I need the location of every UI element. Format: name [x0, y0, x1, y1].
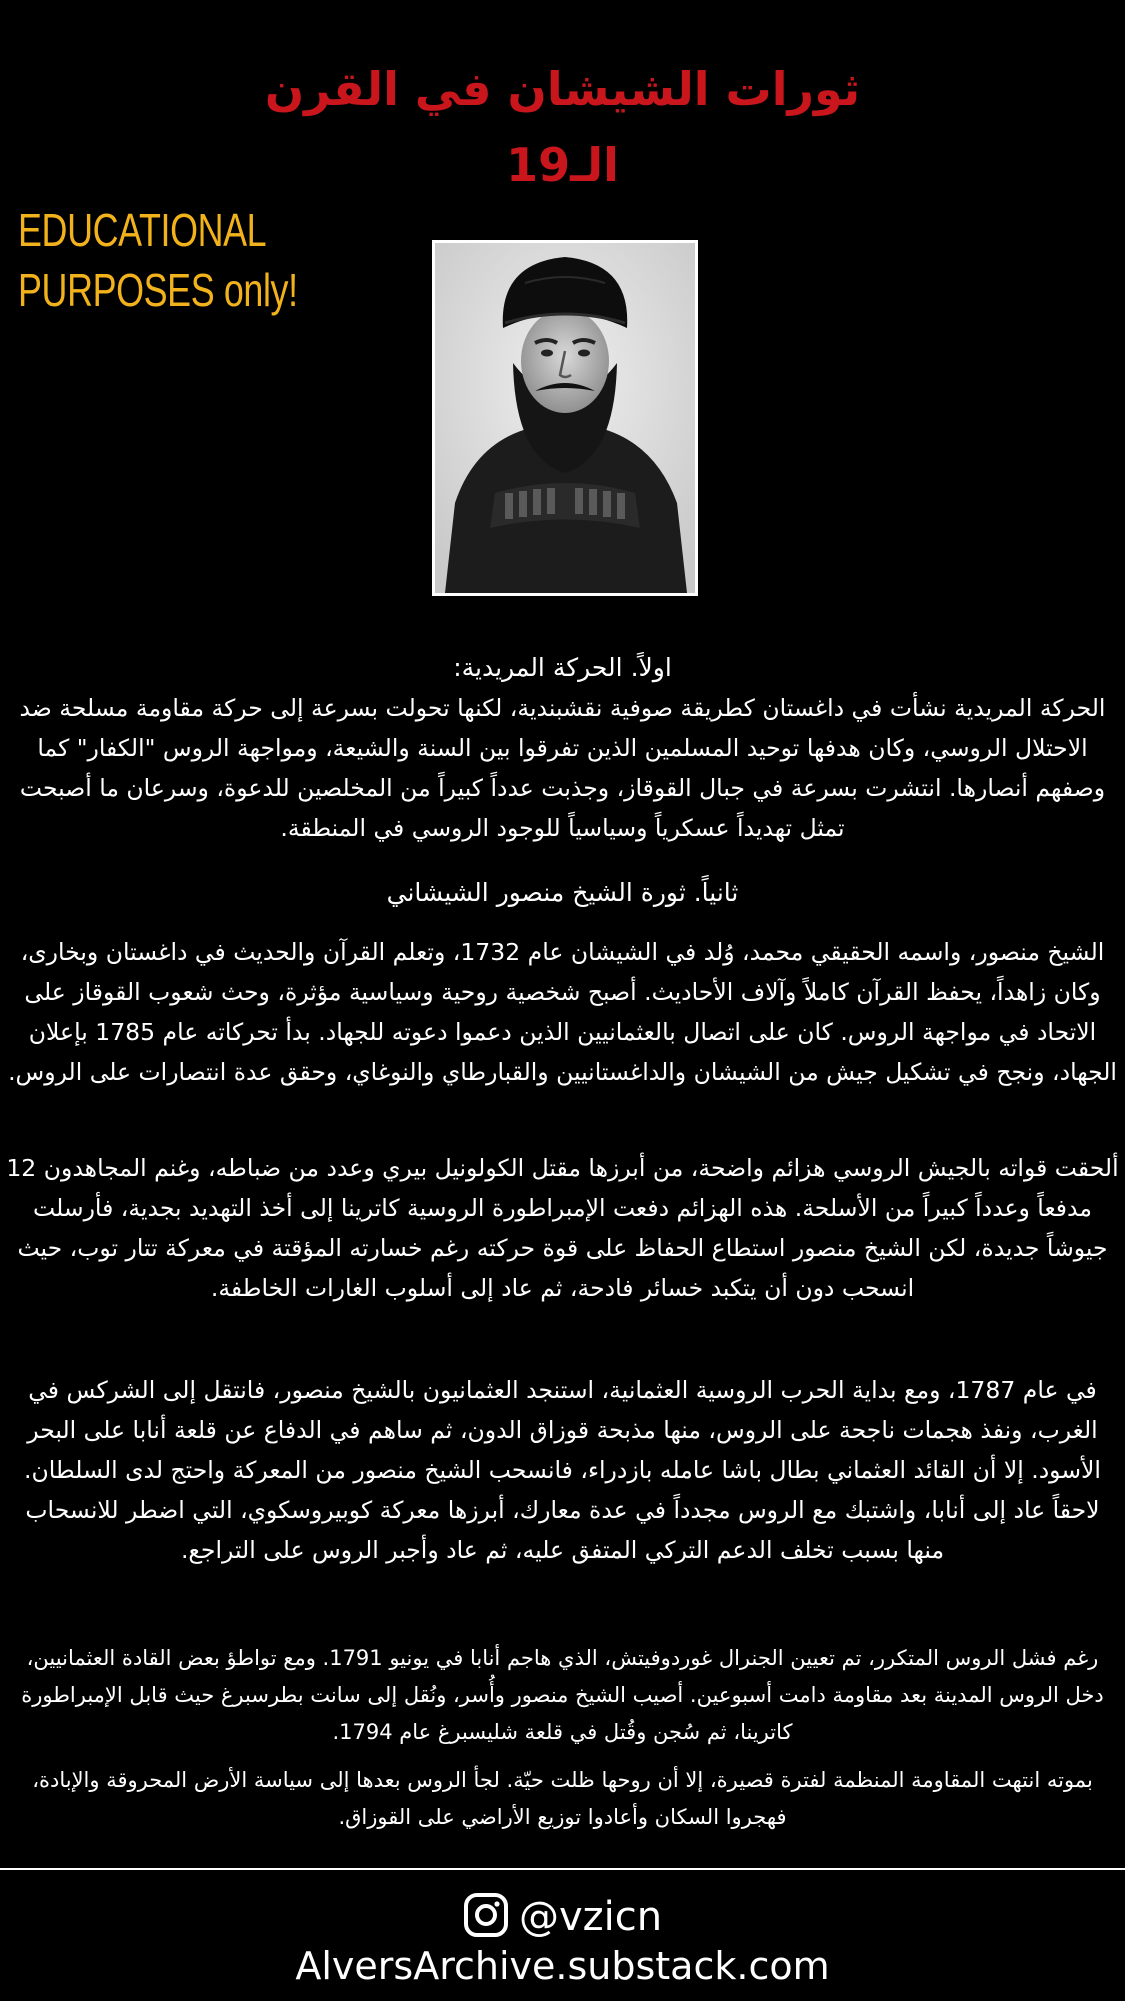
paragraph-muridism: الحركة المريدية نشأت في داغستان كطريقة صوفية نقشبندية، لكنها تحولت بسرعة إلى حركة مقاومة مسلحة ضد الاحتلال الروسي، وكان هدفها توحيد المسلمين الذين تفرقوا بين السنة والشيعة، ومواجهة الروس "الكفار" كما وصفهم أنصارها. انتشرت بسرعة في جبال القوقاز، وجذبت عدداً كبيراً من المخلصين للدعوة، وسرعان ما أصبحت تمثل تهديداً عسكرياً وسياسياً للوجود الروسي في المنطقة. — [19, 694, 1106, 842]
watermark-line-2: PURPOSES only! — [18, 264, 298, 316]
instagram-handle[interactable]: @vzicn — [518, 1894, 663, 1940]
social-handle-row[interactable] — [0, 1890, 1125, 1944]
educational-watermark — [18, 200, 298, 320]
paragraph-victories: ألحقت قواته بالجيش الروسي هزائم واضحة، من أبرزها مقتل الكولونيل بيري وعدد من ضباطه، وغنم المجاهدون 12 مدفعاً وعدداً كبيراً من الأسلحة. هذه الهزائم دفعت الإمبراطورة الروسية كاترينا إلى أخذ التهديد بجدية، فأرسلت جيوشاً جديدة، لكن الشيخ منصور استطاع الحفاظ على قوة حركته رغم خسارته المؤقتة في معركة تتار توب، حيث انسحب دون أن يتكبد خسائر فادحة، ثم عاد إلى أسلوب الغارات الخاطفة. — [6, 1154, 1119, 1302]
page-title-line-1: ثورات الشيشان في القرن — [264, 62, 861, 116]
portrait-drawing — [435, 243, 695, 593]
instagram-icon — [463, 1892, 509, 1942]
page-title-line-2: الـ19 — [506, 138, 619, 192]
section-heading-sheikh-mansur: ثانياً. ثورة الشيخ منصور الشيشاني — [386, 878, 739, 907]
substack-link[interactable]: AlversArchive.substack.com — [295, 1944, 830, 1988]
paragraph-aftermath: بموته انتهت المقاومة المنظمة لفترة قصيرة، إلا أن روحها ظلت حيّة. لجأ الروس بعدها إلى سياسة الأرض المحروقة والإبادة، فهجروا السكان وأعادوا توزيع الأراضي على القوزاق. — [32, 1768, 1093, 1829]
watermark-line-1: EDUCATIONAL — [18, 204, 267, 256]
paragraph-capture: رغم فشل الروس المتكرر، تم تعيين الجنرال غوردوفيتش، الذي هاجم أنابا في يونيو 1791. ومع تواطؤ بعض القادة العثمانيين، دخل الروس المدينة بعد مقاومة دامت أسبوعين. أصيب الشيخ منصور وأُسر، ونُقل إلى سانت بطرسبرغ حيث قابل الإمبراطورة كاترينا، ثم سُجن وقُتل في قلعة شليسبرغ عام 1794. — [21, 1646, 1104, 1744]
portrait-image — [432, 240, 698, 596]
section-heading-muridism: اولاً. الحركة المريدية: — [453, 653, 672, 682]
paragraph-ottoman-war: في عام 1787، ومع بداية الحرب الروسية العثمانية، استنجد العثمانيون بالشيخ منصور، فانتقل إلى الشركس في الغرب، ونفذ هجمات ناجحة على الروس، منها مذبحة قوزاق الدون، ثم ساهم في الدفاع عن قلعة أنابا على البحر الأسود. إلا أن القائد العثماني بطال باشا عامله بازدراء، فانسحب الشيخ منصور من المعركة واحتج لدى السلطان. لاحقاً عاد إلى أنابا، واشتبك مع الروس مجدداً في عدة معارك، أبرزها معركة كوبيروسكوي، التي اضطر للانسحاب منها بسبب تخلف الدعم التركي المتفق عليه، ثم عاد وأجبر الروس على التراجع. — [24, 1376, 1101, 1564]
footer-divider — [0, 1868, 1125, 1870]
paragraph-sheikh-mansur-bio: الشيخ منصور، واسمه الحقيقي محمد، وُلد في الشيشان عام 1732، وتعلم القرآن والحديث في داغستان وبخارى، وكان زاهداً، يحفظ القرآن كاملاً وآلاف الأحاديث. أصبح شخصية روحية وسياسية مؤثرة، وحث شعوب القوقاز على الاتحاد في مواجهة الروس. كان على اتصال بالعثمانيين الذين دعموا دعوته للجهاد. بدأ تحركاته عام 1785 بإعلان الجهاد، ونجح في تشكيل جيش من الشيشان والداغستانيين والقبارطاي والنوغاي، وحقق عدة انتصارات على الروس. — [8, 938, 1117, 1086]
